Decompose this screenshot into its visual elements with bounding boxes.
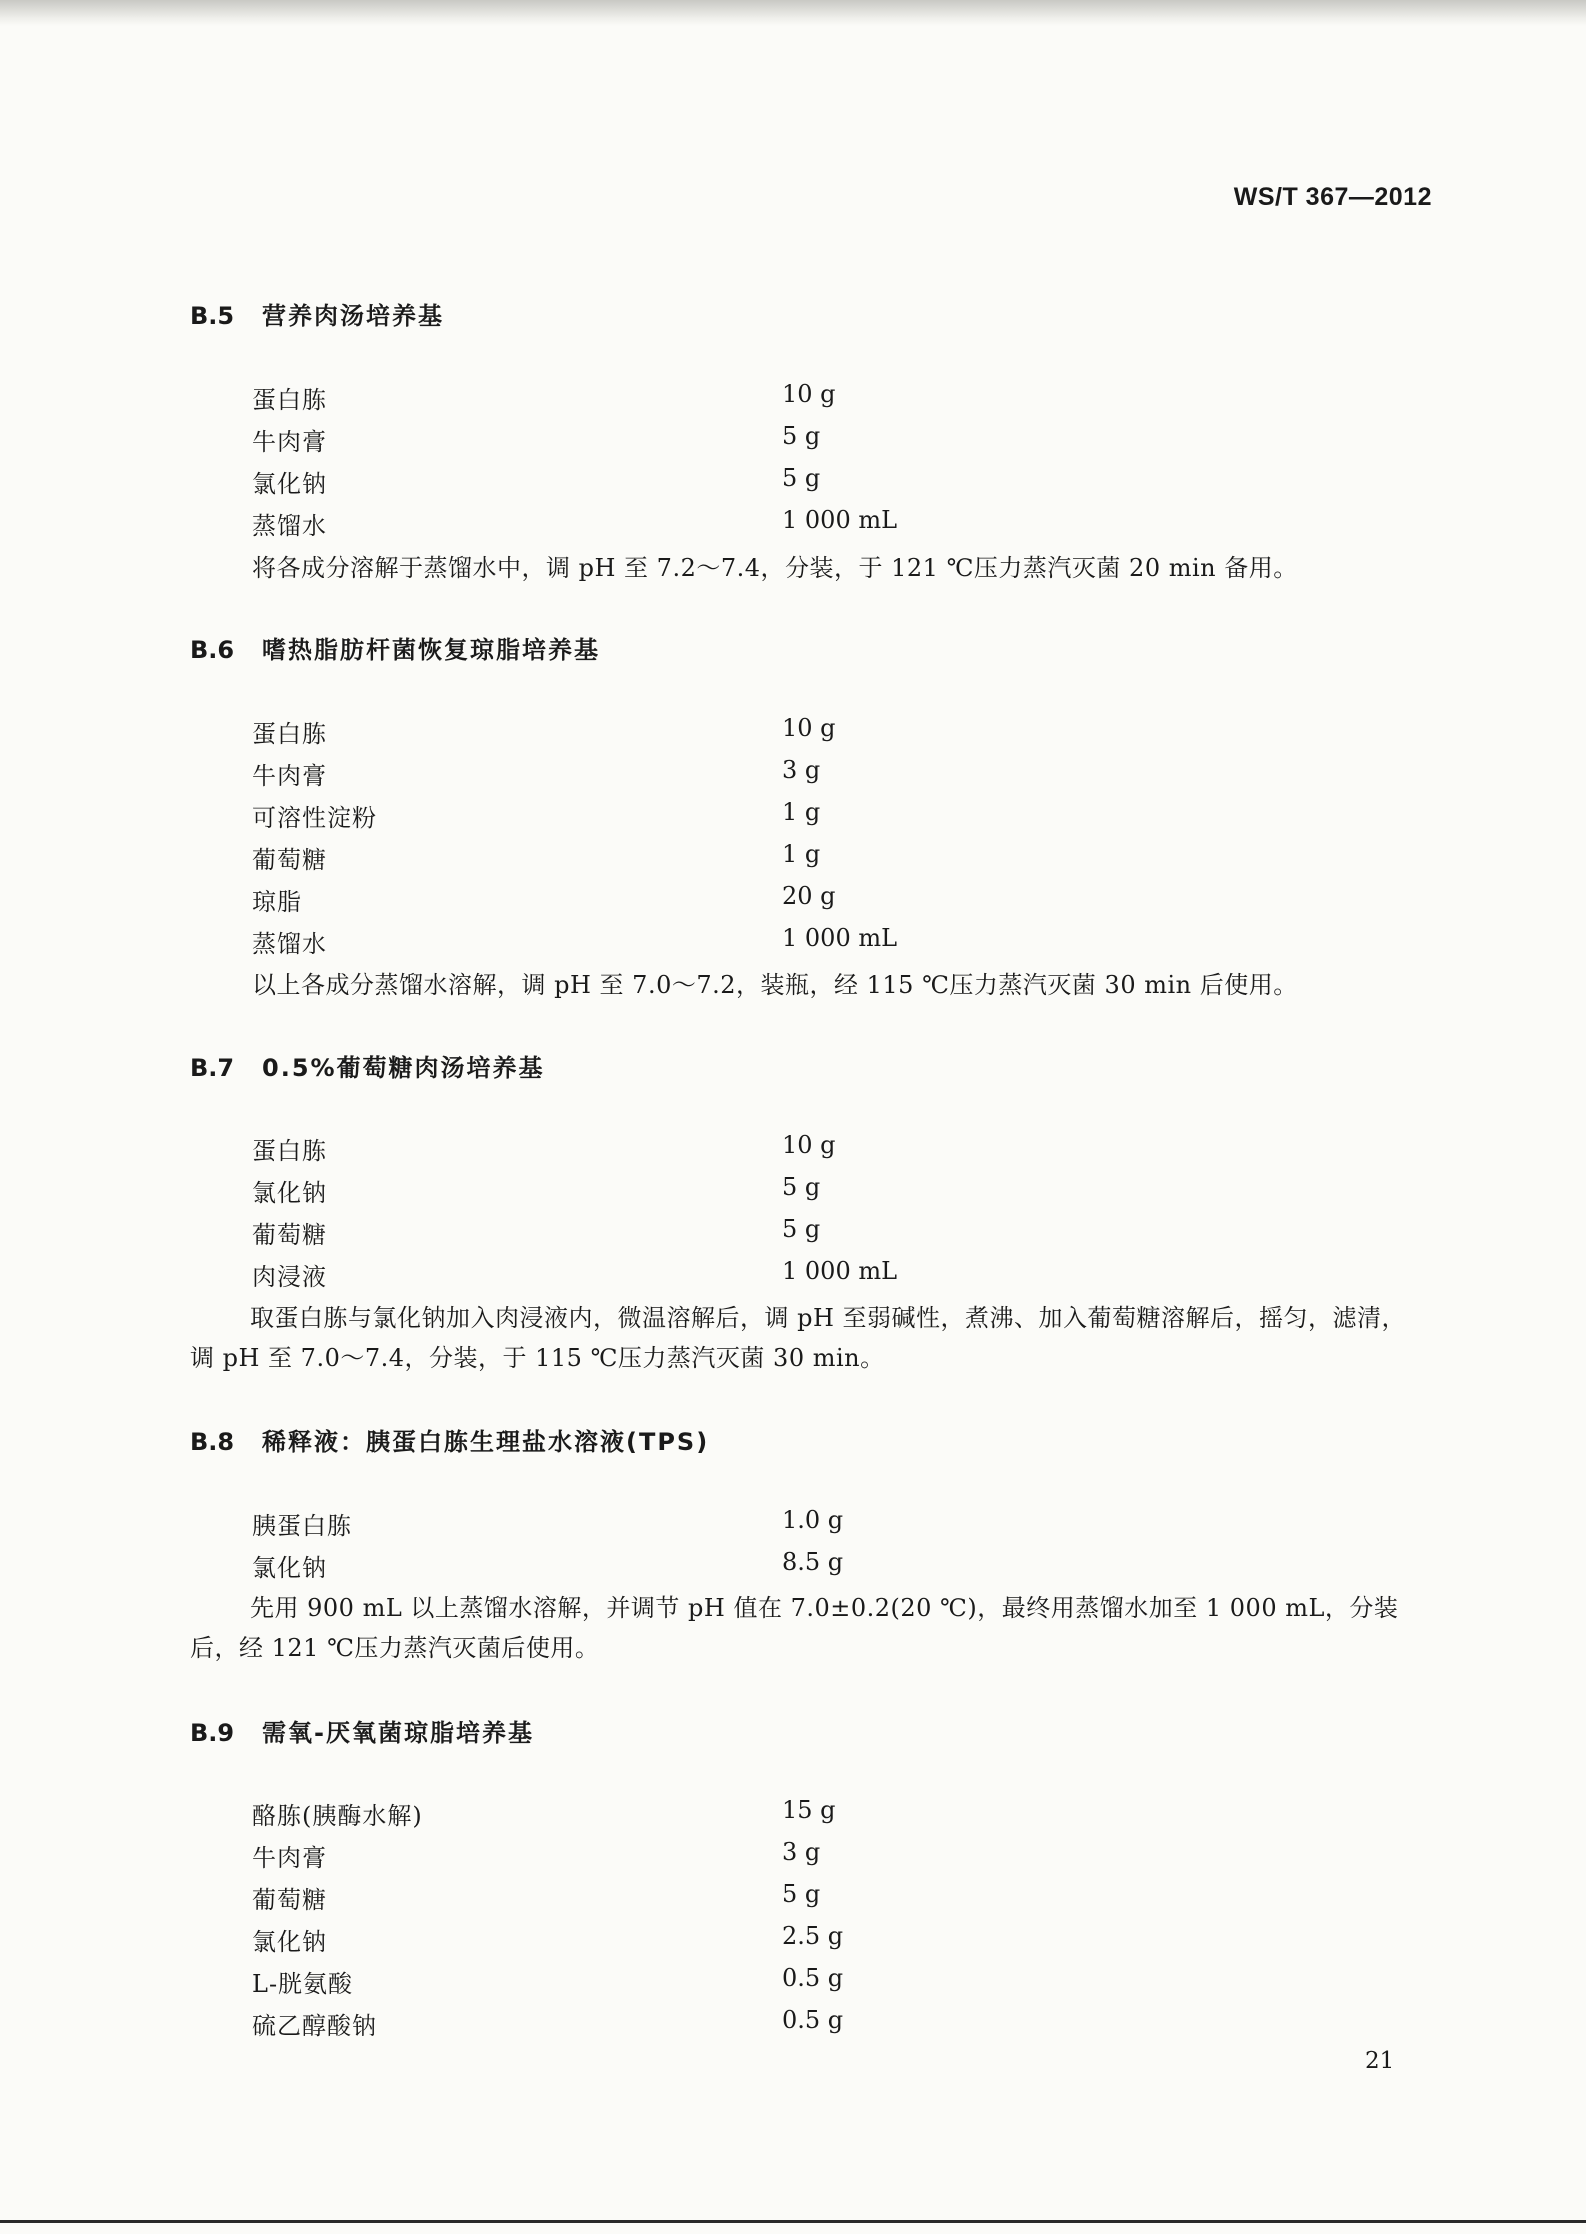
scan-bottom-edge: [0, 2220, 1586, 2223]
ingredient-table-b8: [0, 1506, 1586, 1590]
ingredient-name: 肉浸液: [252, 1263, 327, 1291]
ingredient-row: [0, 756, 1586, 798]
preparation-note-b7: 取蛋白胨与氯化钠加入肉浸液内，微温溶解后，调 pH 至弱碱性，煮沸、加入葡萄糖溶解后，摇匀，滤清，调 pH 至 7.0～7.4，分装，于 115 ℃压力蒸汽灭菌 30 min。: [190, 1304, 1407, 1372]
ingredient-amount: 10 g: [782, 380, 836, 408]
ingredient-name: 氯化钠: [252, 470, 327, 498]
ingredient-row: [0, 1506, 1586, 1548]
ingredient-row: [0, 1796, 1586, 1838]
ingredient-amount: 1.0 g: [782, 1506, 844, 1534]
section-heading-b6: [190, 630, 600, 665]
ingredient-amount: 5 g: [782, 1880, 821, 1908]
ingredient-name: 葡萄糖: [252, 1221, 327, 1249]
preparation-note-b8: 先用 900 mL 以上蒸馏水溶解，并调节 pH 值在 7.0±0.2(20 ℃)，最终用蒸馏水加至 1 000 mL，分装后，经 121 ℃压力蒸汽灭菌后使用。: [190, 1594, 1399, 1662]
ingredient-amount: 0.5 g: [782, 1964, 844, 1992]
ingredient-name: 葡萄糖: [252, 1886, 327, 1914]
ingredient-row: [0, 798, 1586, 840]
ingredient-row: [0, 380, 1586, 422]
ingredient-amount: 10 g: [782, 714, 836, 742]
ingredient-amount: 5 g: [782, 1173, 821, 1201]
ingredient-amount: 0.5 g: [782, 2006, 844, 2034]
ingredient-name: 牛肉膏: [252, 428, 327, 456]
ingredient-row: [0, 714, 1586, 756]
ingredient-name: 蛋白胨: [252, 720, 327, 748]
ingredient-row: [0, 1131, 1586, 1173]
section-title: 需氧-厌氧菌琼脂培养基: [262, 1719, 534, 1747]
ingredient-amount: 1 000 mL: [782, 506, 898, 534]
ingredient-name: 氯化钠: [252, 1554, 327, 1582]
section-heading-b9: [190, 1713, 534, 1748]
ingredient-amount: 5 g: [782, 1215, 821, 1243]
section-heading-b7: [190, 1048, 545, 1083]
ingredient-amount: 1 000 mL: [782, 924, 898, 952]
section-number: B.8: [190, 1428, 235, 1456]
ingredient-amount: 10 g: [782, 1131, 836, 1159]
ingredient-row: [0, 1215, 1586, 1257]
ingredient-row: [0, 2006, 1586, 2048]
preparation-note-b5: 将各成分溶解于蒸馏水中，调 pH 至 7.2～7.4，分装，于 121 ℃压力蒸汽灭菌 20 min 备用。: [252, 554, 1298, 582]
ingredient-name: 可溶性淀粉: [252, 804, 377, 832]
ingredient-amount: 1 g: [782, 798, 821, 826]
section-title: 0.5%葡萄糖肉汤培养基: [262, 1054, 545, 1082]
ingredient-row: [0, 882, 1586, 924]
ingredient-row: [0, 1922, 1586, 1964]
section-title: 稀释液：胰蛋白胨生理盐水溶液(TPS): [262, 1428, 710, 1456]
ingredient-name: 胰蛋白胨: [252, 1512, 352, 1540]
ingredient-amount: 3 g: [782, 1838, 821, 1866]
ingredient-table-b5: [0, 380, 1586, 548]
ingredient-row: [0, 464, 1586, 506]
ingredient-table-b7: [0, 1131, 1586, 1299]
section-number: B.5: [190, 302, 235, 330]
ingredient-amount: 1 000 mL: [782, 1257, 898, 1285]
ingredient-name: 硫乙醇酸钠: [252, 2012, 377, 2040]
ingredient-row: [0, 506, 1586, 548]
section-heading-b5: [190, 296, 444, 331]
ingredient-row: [0, 1257, 1586, 1299]
ingredient-name: 牛肉膏: [252, 762, 327, 790]
preparation-note-b6: 以上各成分蒸馏水溶解，调 pH 至 7.0～7.2，装瓶，经 115 ℃压力蒸汽灭菌 30 min 后使用。: [252, 971, 1298, 999]
ingredient-row: [0, 1173, 1586, 1215]
ingredient-row: [0, 840, 1586, 882]
section-title: 嗜热脂肪杆菌恢复琼脂培养基: [262, 636, 600, 664]
ingredient-name: 蛋白胨: [252, 386, 327, 414]
ingredient-row: [0, 1838, 1586, 1880]
section-number: B.7: [190, 1054, 235, 1082]
ingredient-amount: 3 g: [782, 756, 821, 784]
ingredient-name: 酪胨(胰酶水解): [252, 1802, 423, 1830]
ingredient-amount: 8.5 g: [782, 1548, 844, 1576]
ingredient-name: 琼脂: [252, 888, 302, 916]
standard-code: WS/T 367—2012: [1233, 183, 1432, 211]
ingredient-name: 氯化钠: [252, 1928, 327, 1956]
section-number: B.9: [190, 1719, 235, 1747]
ingredient-name: 蒸馏水: [252, 930, 327, 958]
ingredient-row: [0, 924, 1586, 966]
ingredient-amount: 15 g: [782, 1796, 836, 1824]
ingredient-name: 葡萄糖: [252, 846, 327, 874]
ingredient-amount: 20 g: [782, 882, 836, 910]
ingredient-row: [0, 1964, 1586, 2006]
section-title: 营养肉汤培养基: [262, 302, 444, 330]
ingredient-name: 牛肉膏: [252, 1844, 327, 1872]
ingredient-row: [0, 1880, 1586, 1922]
ingredient-amount: 5 g: [782, 422, 821, 450]
ingredient-table-b9: [0, 1796, 1586, 2048]
ingredient-row: [0, 422, 1586, 464]
ingredient-name: L-胱氨酸: [252, 1970, 354, 1998]
ingredient-name: 氯化钠: [252, 1179, 327, 1207]
ingredient-name: 蛋白胨: [252, 1137, 327, 1165]
ingredient-amount: 1 g: [782, 840, 821, 868]
ingredient-row: [0, 1548, 1586, 1590]
ingredient-amount: 5 g: [782, 464, 821, 492]
section-heading-b8: [190, 1422, 709, 1457]
section-number: B.6: [190, 636, 235, 664]
ingredient-name: 蒸馏水: [252, 512, 327, 540]
page-number: 21: [1365, 2048, 1395, 2074]
ingredient-table-b6: [0, 714, 1586, 966]
ingredient-amount: 2.5 g: [782, 1922, 844, 1950]
scan-top-edge: [0, 0, 1586, 26]
